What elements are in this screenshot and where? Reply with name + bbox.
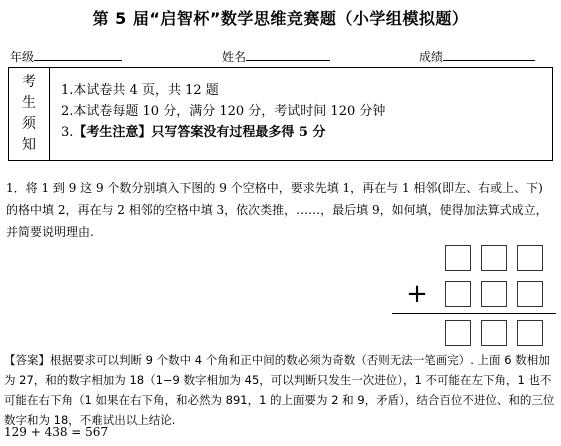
answer-block — [4, 350, 556, 430]
name-label: 姓名 — [222, 50, 247, 64]
notice-line3-prefix: 3. — [61, 125, 74, 140]
answer-equation: 129 + 438 = 567 — [4, 425, 109, 439]
page-title: 第 5 届“启智杯”数学思维竞赛题（小学组模拟题） — [92, 9, 469, 28]
grid-cell[interactable] — [481, 281, 507, 307]
grade-label: 年级 — [10, 50, 35, 64]
grade-blank[interactable] — [34, 48, 122, 61]
sum-divider-line — [392, 313, 556, 314]
exam-notice-box — [8, 67, 553, 161]
score-blank[interactable] — [443, 48, 535, 61]
notice-label — [9, 68, 50, 160]
grid-cell[interactable] — [445, 245, 471, 271]
grid-cell[interactable] — [481, 245, 507, 271]
plus-sign: + — [406, 279, 428, 309]
grid-cell[interactable] — [517, 320, 543, 346]
name-field[interactable] — [222, 48, 330, 65]
answer-text: 根据要求可以判断 9 个数中 4 个角和正中间的数必须为奇数（否则无法一笔画完）. 上面 6 数相加为 27，和的数字相加为 18（1−9 数字相加为 45，可以判断只发生一次进位），1 不可能在左下角，1 也不可能在右下角（1 如果在右下角，和必然为 891，1 的上面要为 2 和 9，矛盾），结合百位不进位、和的三位数字和为 18，不难试出以上结论. — [4, 353, 555, 427]
question-1-text: 1．将 1 到 9 这 9 个数分别填入下图的 9 个空格中，要求先填 1，再在与 1 相邻(即左、右或上、下)的格中填 2，再在与 2 相邻的空格中填 3，依次类推，……，最后填 9，如何填，使得加法算式成立，并简要说明理由. — [6, 181, 548, 239]
grid-cell[interactable] — [445, 281, 471, 307]
notice-label-char: 生 — [22, 95, 36, 111]
grid-cell[interactable] — [517, 245, 543, 271]
notice-warning: 【考生注意】只写答案没有过程最多得 5 分 — [73, 125, 326, 140]
notice-line: 1.本试卷共 4 页，共 12 题 — [61, 83, 219, 98]
grade-field[interactable] — [10, 48, 122, 65]
notice-label-char: 考 — [22, 74, 36, 90]
name-blank[interactable] — [246, 48, 330, 61]
score-label: 成绩 — [419, 50, 444, 64]
grid-cell[interactable] — [481, 320, 507, 346]
grid-cell[interactable] — [445, 320, 471, 346]
student-info-row — [0, 48, 561, 66]
notice-line: 2.本试卷每题 10 分，满分 120 分，考试时间 120 分钟 — [61, 104, 386, 119]
grid-cell[interactable] — [517, 281, 543, 307]
answer-label: 【答案】 — [4, 353, 50, 367]
notice-body — [61, 80, 541, 143]
score-field[interactable] — [419, 48, 535, 65]
notice-label-char: 须 — [22, 116, 36, 132]
notice-label-char: 知 — [22, 137, 36, 153]
notice-line — [61, 122, 541, 143]
